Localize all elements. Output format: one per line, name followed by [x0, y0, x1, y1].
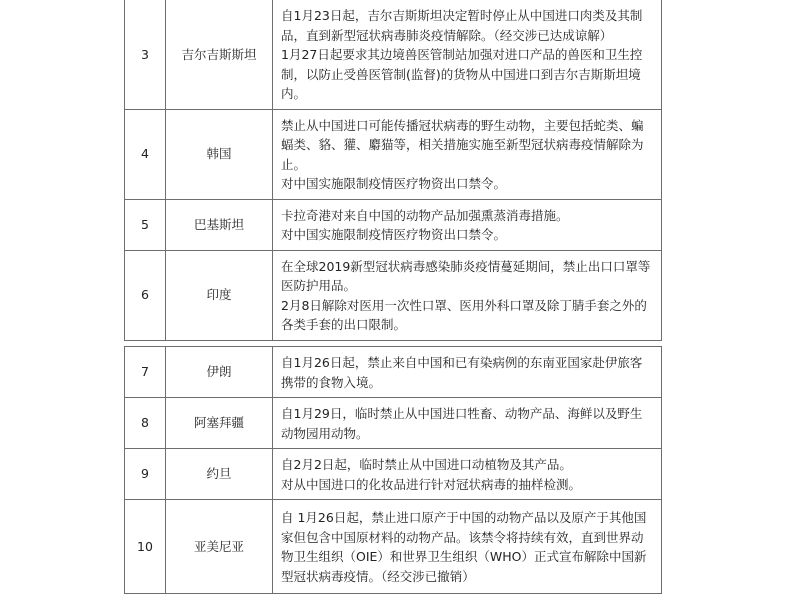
- measure-cell: [273, 500, 662, 594]
- table-row: [125, 398, 662, 449]
- country-name: 印度: [166, 250, 273, 340]
- measure-text: 自1月26日起，禁止来自中国和已有染病例的东南亚国家赴伊旅客携带的食物入境。: [281, 355, 643, 390]
- measure-cell: [273, 109, 662, 199]
- measure-cell: [273, 347, 662, 398]
- measure-cell: [273, 449, 662, 500]
- table-row: [125, 250, 662, 340]
- table-row: [125, 0, 662, 109]
- measure-cell: [273, 250, 662, 340]
- country-name: 吉尔吉斯斯坦: [166, 0, 273, 109]
- row-number: 9: [125, 449, 166, 500]
- measure-cell: [273, 199, 662, 250]
- table-row: [125, 109, 662, 199]
- table-row: [125, 199, 662, 250]
- measure-text: 对中国实施限制疫情医疗物资出口禁令。: [281, 227, 507, 242]
- measure-cell: [273, 398, 662, 449]
- measure-text: 自1月29日，临时禁止从中国进口牲畜、动物产品、海鲜以及野生动物园用动物。: [281, 406, 643, 441]
- country-name: 约旦: [166, 449, 273, 500]
- measure-text: 2月8日解除对医用一次性口罩、医用外科口罩及除丁腈手套之外的各类手套的出口限制。: [281, 297, 647, 332]
- table-row: [125, 500, 662, 594]
- measure-text: 禁止从中国进口可能传播冠状病毒的野生动物，主要包括蛇类、蝙蝠类、貉、獾、麝猫等，相关措施实施至新型冠状病毒疫情解除为止。: [281, 117, 644, 172]
- row-number: 3: [125, 0, 166, 109]
- row-number: 5: [125, 199, 166, 250]
- row-number: 7: [125, 347, 166, 398]
- row-number: 4: [125, 109, 166, 199]
- measure-text: 自 1月26日起，禁止进口原产于中国的动物产品以及原产于其他国家但包含中国原材料的动物产品。该禁令将持续有效，直到世界动物卫生组织（OIE）和世界卫生组织（WHO）正式宣布解除中国新型冠状病毒疫情。（经交涉已撤销）: [281, 510, 647, 584]
- table-row: [125, 347, 662, 398]
- country-name: 巴基斯坦: [166, 199, 273, 250]
- measure-text: 卡拉奇港对来自中国的动物产品加强熏蒸消毒措施。: [281, 207, 569, 223]
- measures-table-part-2: [124, 346, 662, 594]
- measure-text: 1月27日起要求其边境兽医管制站加强对进口产品的兽医和卫生控制，以防止受兽医管制(监督)的货物从中国进口到吉尔吉斯斯坦境内。: [281, 47, 643, 101]
- country-name: 阿塞拜疆: [166, 398, 273, 449]
- country-name: 韩国: [166, 109, 273, 199]
- row-number: 8: [125, 398, 166, 449]
- measure-text: 对从中国进口的化妆品进行针对冠状病毒的抽样检测。: [281, 476, 582, 492]
- measure-text: 自1月23日起，吉尔吉斯斯坦决定暂时停止从中国进口肉类及其制品，直到新型冠状病毒肺炎疫情解除。（经交涉已达成谅解）: [281, 8, 643, 43]
- measure-text: 在全球2019新型冠状病毒感染肺炎疫情蔓延期间，禁止出口口罩等医防护用品。: [281, 258, 651, 293]
- row-number: 10: [125, 500, 166, 594]
- measure-text: 对中国实施限制疫情医疗物资出口禁令。: [281, 176, 507, 191]
- country-name: 伊朗: [166, 347, 273, 398]
- measure-text: 自2月2日起，临时禁止从中国进口动植物及其产品。: [281, 457, 572, 472]
- row-number: 6: [125, 250, 166, 340]
- table-row: [125, 449, 662, 500]
- country-name: 亚美尼亚: [166, 500, 273, 594]
- measure-cell: [273, 0, 662, 109]
- measures-table-part-1: [124, 0, 662, 341]
